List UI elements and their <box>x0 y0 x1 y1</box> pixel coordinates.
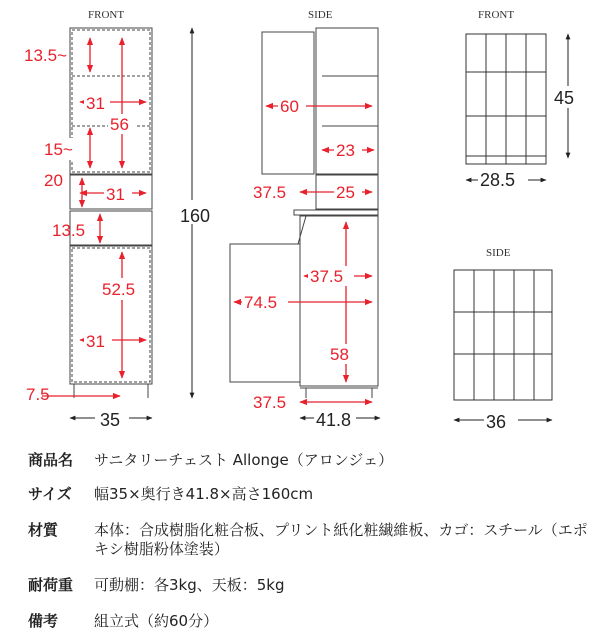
spec-key: 備考 <box>28 612 59 630</box>
label-middle-depth-left: 37.5 <box>253 183 287 202</box>
label-total-depth: 41.8 <box>316 410 352 430</box>
label-open-shelf-height: 13.5 <box>52 221 86 240</box>
label-basket-height: 45 <box>554 88 575 108</box>
label-basket-front-width: 28.5 <box>480 170 516 190</box>
label-mid-shelf-gap: 15~ <box>44 140 73 159</box>
label-upper-inner-depth: 23 <box>336 141 355 160</box>
spec-key: 材質 <box>28 521 59 539</box>
spec-value: 本体：合成樹脂化粧合板、プリント紙化粧繊維板、カゴ：スチール（エポキシ樹脂粉体塗装） <box>94 521 588 558</box>
title-front-basket: FRONT <box>478 9 515 21</box>
label-inner-width-lower: 31 <box>86 332 105 351</box>
spec-row-material <box>28 521 594 559</box>
label-door-height: 56 <box>110 115 129 134</box>
label-lower-height: 58 <box>330 345 349 364</box>
spec-row-notes <box>28 612 594 631</box>
spec-key: 耐荷重 <box>28 576 74 594</box>
label-top-shelf-gap: 13.5~ <box>24 46 68 65</box>
label-inner-width-upper: 31 <box>86 94 105 113</box>
spec-key: 商品名 <box>28 451 74 469</box>
label-upper-door-depth: 60 <box>280 97 299 116</box>
spec-value: 可動棚：各3kg、天板：5kg <box>94 576 285 594</box>
side-view-cabinet <box>230 28 378 398</box>
basket-front-grid <box>466 34 546 164</box>
label-drawer-width: 31 <box>106 185 125 204</box>
title-side-main: SIDE <box>308 9 333 21</box>
label-basket-side-width: 36 <box>486 412 507 430</box>
spec-key: サイズ <box>28 485 72 503</box>
label-lower-inner-depth: 37.5 <box>310 267 344 286</box>
spec-row-size <box>28 485 594 504</box>
spec-value: 組立式（約60分） <box>94 612 219 630</box>
spec-row-load-capacity <box>28 576 594 595</box>
label-base-depth: 37.5 <box>253 393 287 412</box>
label-drawer-height: 20 <box>44 171 63 190</box>
spec-value: サニタリーチェスト Allonge（アロンジェ） <box>94 451 394 469</box>
spec-row-product-name <box>28 451 594 470</box>
basket-side-grid <box>454 270 552 400</box>
title-side-basket: SIDE <box>486 247 511 259</box>
label-lower-door-depth: 74.5 <box>244 293 278 312</box>
label-total-height: 160 <box>180 206 211 226</box>
spec-value: 幅35×奥行き41.8×高さ160cm <box>94 485 314 503</box>
label-lower-door-height: 52.5 <box>102 280 136 299</box>
front-total-dimensions <box>70 28 192 418</box>
title-front-main: FRONT <box>88 9 125 21</box>
label-total-width: 35 <box>100 410 121 430</box>
label-middle-depth-right: 25 <box>336 183 355 202</box>
label-base-height: 7.5 <box>26 385 50 404</box>
